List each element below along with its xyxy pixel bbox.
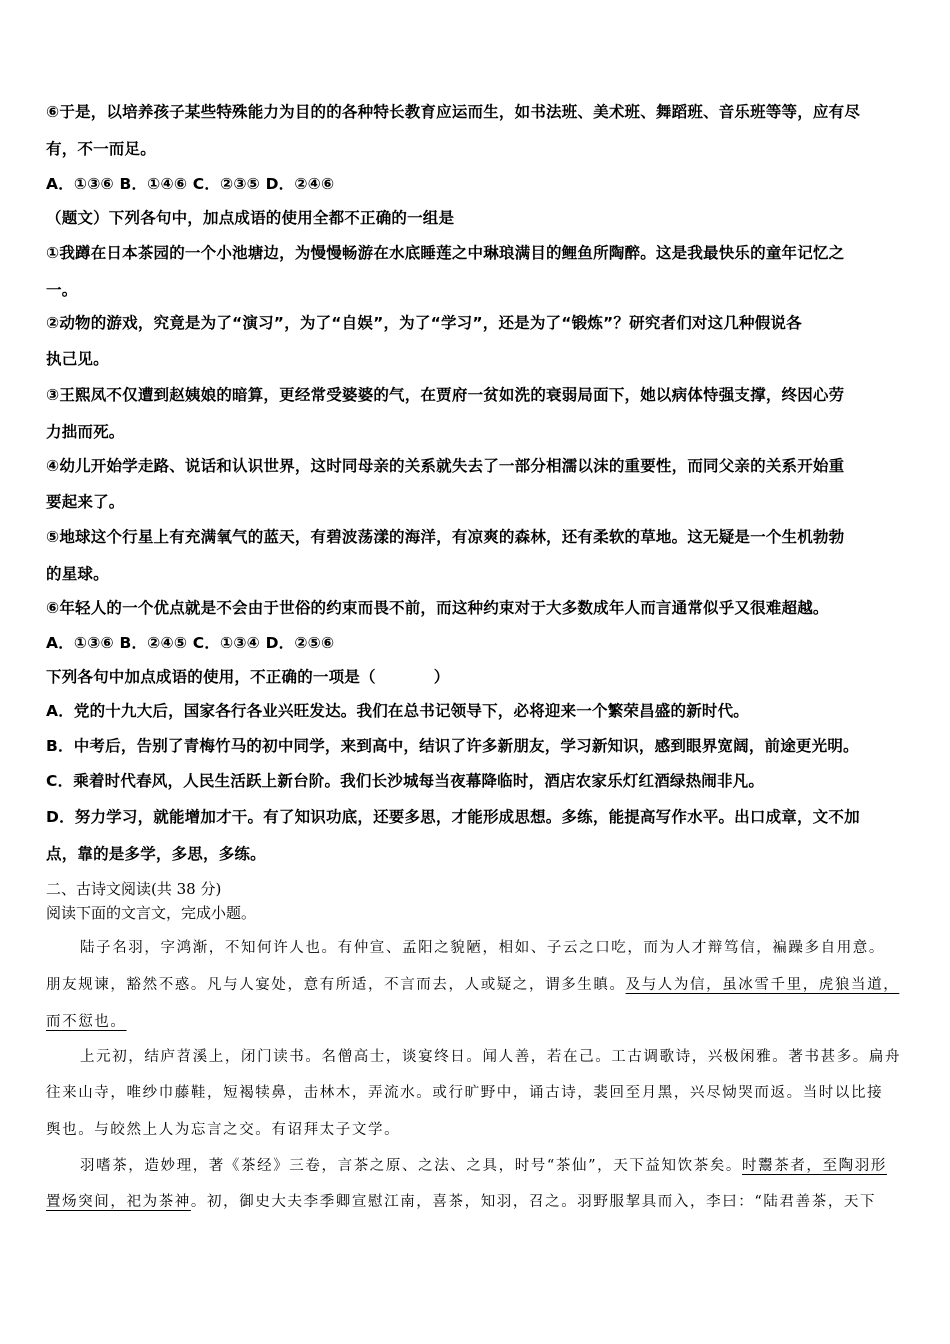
classical-para-1-line-1: 陆子名羽，字鸿渐，不知何许人也。有仲宣、孟阳之貌陋，相如、子云之口吃，而为人才辩笃信，褊躁多自用意。 bbox=[80, 940, 885, 956]
q-idiom-sentence-2-line-1: ②动物的游戏，究竟是为了“演习”，为了“自娱”，为了“学习”，还是为了“锻炼”？研究者们对这几种假说各 bbox=[46, 314, 802, 332]
classical-para-3-line-2 bbox=[46, 1191, 908, 1213]
underlined-sentence-2-end: 置炀突间，祀为茶神 bbox=[46, 1194, 191, 1210]
classical-para-3-line-2-text: 。初，御史大夫李季卿宣慰江南，喜茶，知羽，召之。羽野服挈具而入，李曰：“陆君善茶，天下 bbox=[190, 1194, 877, 1210]
q-choice-option-b: B．中考后，告别了青梅竹马的初中同学，来到高中，结识了许多新朋友，学习新知识，感到眼界宽阔，前途更光明。 bbox=[46, 737, 859, 755]
q-idiom-options: A．①③⑥ B．②④⑤ C．①③④ D．②⑤⑥ bbox=[46, 634, 335, 652]
q-idiom-stem: （题文）下列各句中，加点成语的使用全都不正确的一组是 bbox=[46, 209, 455, 227]
q-idiom-sentence-3-line-1: ③王熙凤不仅遭到赵姨娘的暗算，更经常受婆婆的气，在贾府一贫如洗的衰弱局面下，她以病体恃强支撑，终因心劳 bbox=[46, 386, 845, 404]
q-idiom-sentence-3-line-2: 力拙而死。 bbox=[46, 423, 125, 441]
q-prev-options: A．①③⑥ B．①④⑥ C．②③⑤ D．②④⑥ bbox=[46, 175, 335, 193]
classical-para-2-line-3: 舆也。与皎然上人为忘言之交。有诏拜太子文学。 bbox=[46, 1122, 401, 1138]
classical-para-3-line-1 bbox=[80, 1155, 908, 1177]
q-idiom-sentence-1-line-2: 一。 bbox=[46, 281, 78, 299]
q-idiom-sentence-1-line-1: ①我蹲在日本茶园的一个小池塘边，为慢慢畅游在水底睡莲之中琳琅满目的鲤鱼所陶醉。这是我最快乐的童年记忆之 bbox=[46, 244, 845, 262]
classical-para-2-line-2: 往来山寺，唯纱巾藤鞋，短褐犊鼻，击林木，弄流水。或行旷野中，诵古诗，裴回至月黑，兴尽恸哭而返。当时以比接 bbox=[46, 1085, 884, 1101]
q-idiom-sentence-4-line-2: 要起来了。 bbox=[46, 493, 125, 511]
q-choice-stem-text: 下列各句中加点成语的使用，不正确的一项是（ bbox=[46, 668, 376, 686]
q-choice-option-d-line-2: 点，靠的是多学，多思，多练。 bbox=[46, 845, 266, 863]
section-2-instruction: 阅读下面的文言文，完成小题。 bbox=[46, 904, 257, 922]
classical-para-1-line-2-text: 朋友规谏，豁然不惑。凡与人宴处，意有所适，不言而去，人或疑之，谓多生瞋。 bbox=[46, 977, 626, 993]
q-choice-stem-close: ） bbox=[433, 668, 450, 686]
q-choice-option-d-line-1: D．努力学习，就能增加才干。有了知识功底，还要多思，才能形成思想。多练，能提高写作水平。出口成章，文不加 bbox=[46, 808, 860, 826]
underlined-sentence-2: 时鬻茶者，至陶羽形 bbox=[742, 1158, 887, 1174]
q-choice-option-c: C．乘着时代春风，人民生活跃上新台阶。我们长沙城每当夜幕降临时，酒店农家乐灯红酒绿热闹非凡。 bbox=[46, 772, 765, 790]
q-prev-item-6-line-1: ⑥于是，以培养孩子某些特殊能力为目的的各种特长教育应运而生，如书法班、美术班、舞蹈班、音乐班等等，应有尽 bbox=[46, 103, 861, 121]
q-choice-stem bbox=[46, 666, 906, 688]
underlined-sentence: 及与人为信，虽冰雪千里，虎狼当道， bbox=[625, 977, 900, 993]
section-2-heading: 二、古诗文阅读(共 38 分) bbox=[46, 880, 222, 898]
classical-para-2-line-1: 上元初，结庐苕溪上，闭门读书。名僧高士，谈宴终日。闻人善，若在己。工古调歌诗，兴极闲雅。著书甚多。扁舟 bbox=[80, 1049, 902, 1065]
q-idiom-sentence-5-line-2: 的星球。 bbox=[46, 565, 109, 583]
q-idiom-sentence-6: ⑥年轻人的一个优点就是不会由于世俗的约束而畏不前，而这种约束对于大多数成年人而言通常似乎又很难超越。 bbox=[46, 599, 829, 617]
classical-para-3-line-1-text: 羽嗜茶，造妙理，著《茶经》三卷，言茶之原、之法、之具，时号“茶仙”，天下益知饮茶矣。 bbox=[80, 1158, 743, 1174]
classical-para-1-line-3 bbox=[46, 1011, 908, 1033]
q-idiom-sentence-4-line-1: ④幼儿开始学走路、说话和认识世界，这时同母亲的关系就失去了一部分相濡以沫的重要性，而同父亲的关系开始重 bbox=[46, 457, 845, 475]
q-prev-item-6-line-2: 有，不一而足。 bbox=[46, 140, 156, 158]
q-idiom-sentence-2-line-2: 执己见。 bbox=[46, 350, 109, 368]
q-choice-option-a: A．党的十九大后，国家各行各业兴旺发达。我们在总书记领导下，必将迎来一个繁荣昌盛的新时代。 bbox=[46, 702, 749, 720]
q-idiom-sentence-5-line-1: ⑤地球这个行星上有充满氧气的蓝天，有碧波荡漾的海洋，有凉爽的森林，还有柔软的草地。这无疑是一个生机勃勃 bbox=[46, 528, 845, 546]
classical-para-1-line-2 bbox=[46, 974, 908, 996]
underlined-sentence-end: 而不愆也。 bbox=[46, 1014, 127, 1030]
